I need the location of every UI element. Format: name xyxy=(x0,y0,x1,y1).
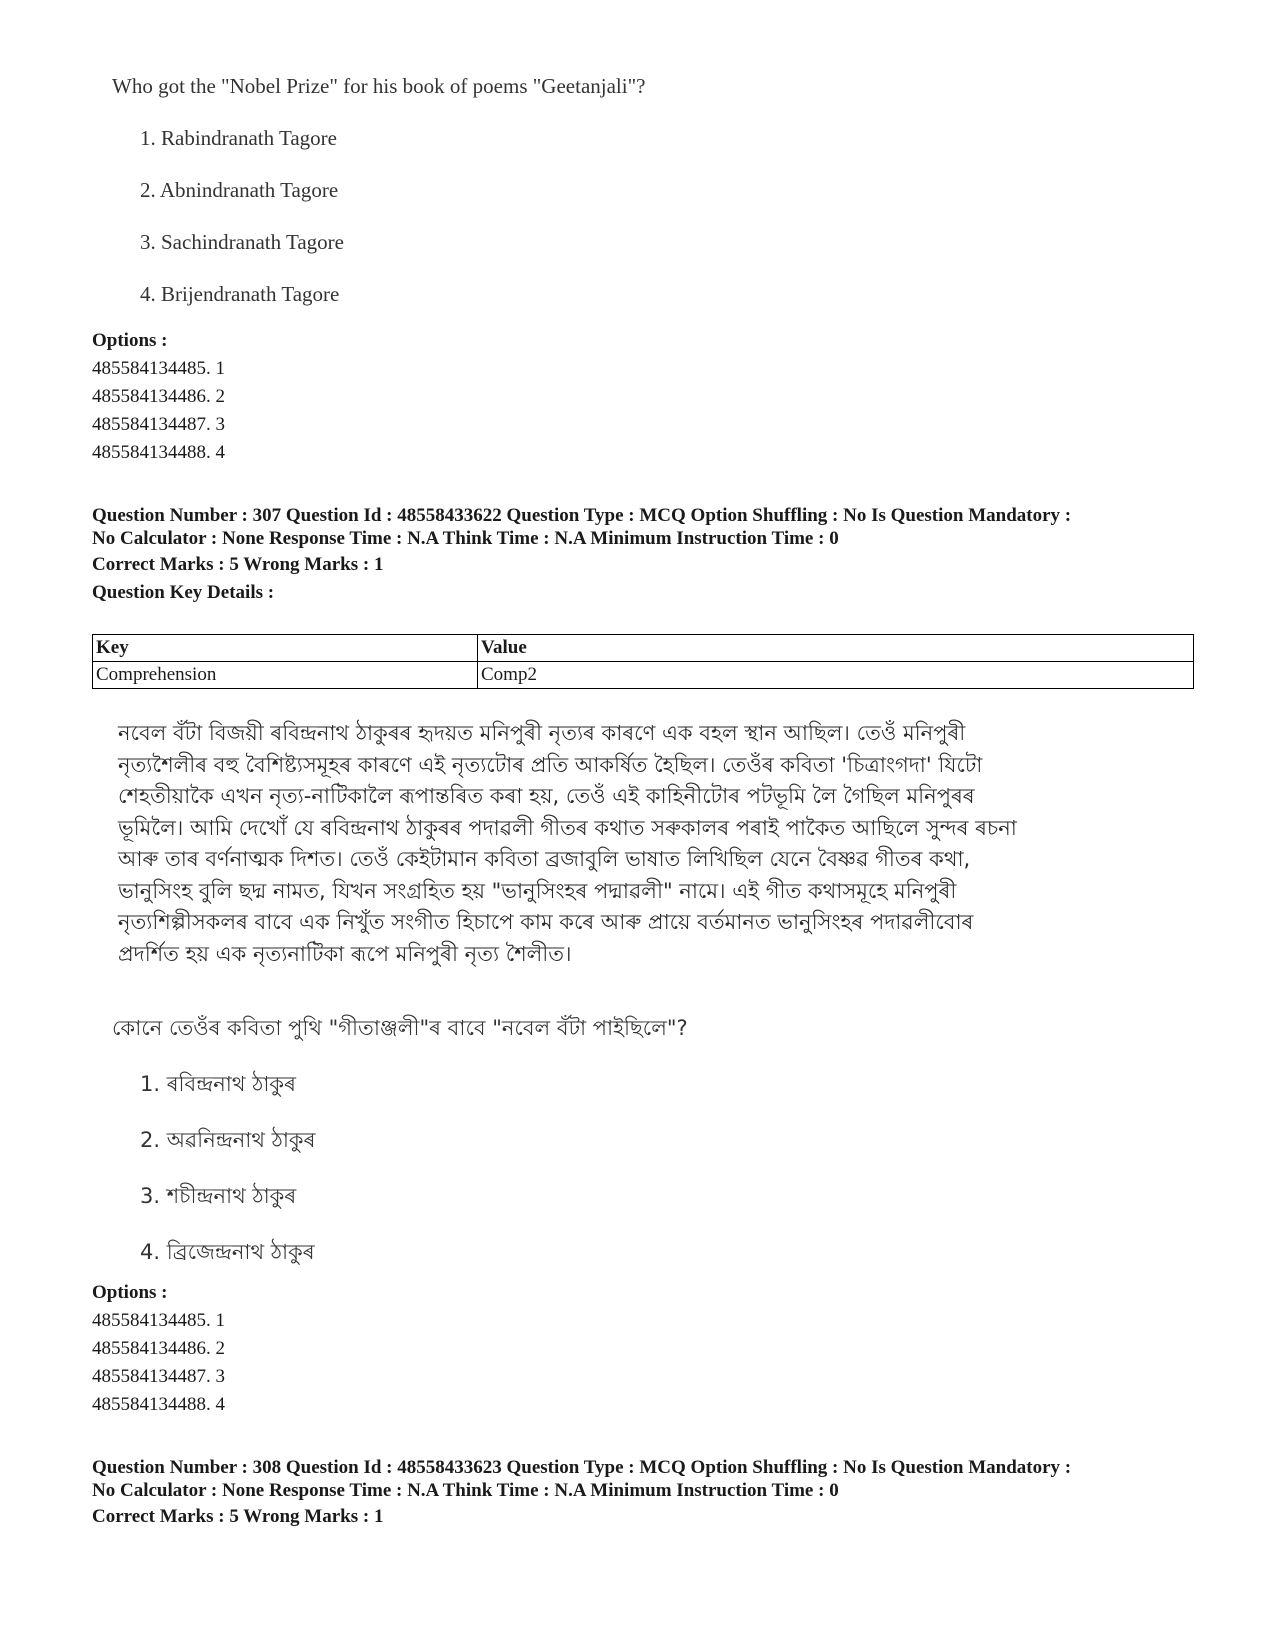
passage-line: ভূমিলৈ। আমি দেখোঁ যে ৰবিন্দ্ৰনাথ ঠাকুৰৰ পদাৱলী গীতৰ কথাত সৰুকালৰ পৰাই পাকৈত আছিলে সুন্দৰ ৰচনা xyxy=(118,815,1017,840)
passage-line: নৃত্যশৈলীৰ বহু বৈশিষ্ট্যসমূহৰ কাৰণে এই নৃত্যটোৰ প্ৰতি আকৰ্ষিত হৈছিল। তেওঁৰ কবিতা 'চিত্ৰাংগদা' যিটো xyxy=(118,752,983,777)
option-id-2: 485584134486. 2 xyxy=(92,386,225,407)
options-label: Options : xyxy=(92,330,168,351)
table-header-key: Key xyxy=(93,635,478,662)
passage-line: ভানুসিংহ বুলি ছদ্ম নামত, যিখন সংগ্ৰহিত হয় "ভানুসিংহৰ পদ্মাৱলী" নামে। এই গীত কথাসমূহে মনিপুৰী xyxy=(118,878,957,903)
question-choice-4: 4. ব্ৰিজেন্দ্ৰনাথ ঠাকুৰ xyxy=(140,1240,315,1264)
question-choice-2: 2. অৱনিন্দ্ৰনাথ ঠাকুৰ xyxy=(140,1128,316,1152)
option-id-2: 485584134486. 2 xyxy=(92,1338,225,1359)
comprehension-passage xyxy=(118,718,1183,970)
marks-line: Correct Marks : 5 Wrong Marks : 1 xyxy=(92,554,384,575)
passage-line: শেহতীয়াকৈ এখন নৃত্য-নাটিকালৈ ৰূপান্তৰিত কৰা হয়, তেওঁ এই কাহিনীটোৰ পটভূমি লৈ গৈছিল মনিপুৰৰ xyxy=(118,784,975,808)
question-choice-1: 1. Rabindranath Tagore xyxy=(140,126,337,150)
options-label: Options : xyxy=(92,1282,168,1303)
passage-line: প্ৰদৰ্শিত হয় এক নৃত্যনাটিকা ৰূপে মনিপুৰী নৃত্য শৈলীত। xyxy=(118,941,572,966)
passage-line: নবেল বঁটা বিজয়ী ৰবিন্দ্ৰনাথ ঠাকুৰৰ হৃদয়ত মনিপুৰী নৃত্যৰ কাৰণে এক বহল স্থান আছিল। তেওঁ মনিপুৰী xyxy=(118,721,966,745)
question-choice-3: 3. শচীন্দ্ৰনাথ ঠাকুৰ xyxy=(140,1184,297,1208)
table-cell-value: Comp2 xyxy=(478,662,1194,689)
passage-line: নৃত্যশিল্পীসকলৰ বাবে এক নিখুঁত সংগীত হিচাপে কাম কৰে আৰু প্ৰায়ে বৰ্তমানত ভানুসিংহৰ পদাৱলীবোৰ xyxy=(118,910,974,934)
question-meta-line-1: Question Number : 308 Question Id : 48558433623 Question Type : MCQ Option Shuffling : No Is Question Mandatory : xyxy=(92,1457,1072,1478)
key-details-label: Question Key Details : xyxy=(92,582,275,603)
table-header-value: Value xyxy=(478,635,1194,662)
option-id-1: 485584134485. 1 xyxy=(92,1310,225,1331)
question-choice-1: 1. ৰবিন্দ্ৰনাথ ঠাকুৰ xyxy=(140,1072,296,1096)
question-meta xyxy=(92,504,1192,550)
question-choice-3: 3. Sachindranath Tagore xyxy=(140,230,344,254)
table-row xyxy=(93,662,1194,689)
option-id-4: 485584134488. 4 xyxy=(92,442,225,463)
question-choice-2: 2. Abnindranath Tagore xyxy=(140,178,339,202)
option-id-1: 485584134485. 1 xyxy=(92,358,225,379)
key-details-table xyxy=(92,634,1194,689)
option-id-4: 485584134488. 4 xyxy=(92,1394,225,1415)
question-meta-line-2: No Calculator : None Response Time : N.A Think Time : N.A Minimum Instruction Time : 0 xyxy=(92,528,839,549)
question-meta xyxy=(92,1456,1192,1502)
question-text-assamese: কোনে তেওঁৰ কবিতা পুথি "গীতাঞ্জলী"ৰ বাবে "নবেল বঁটা পাইছিলে"? xyxy=(112,1016,688,1040)
question-meta-line-1: Question Number : 307 Question Id : 48558433622 Question Type : MCQ Option Shuffling : No Is Question Mandatory : xyxy=(92,505,1072,526)
passage-line: আৰু তাৰ বৰ্ণনাত্মক দিশত। তেওঁ কেইটামান কবিতা ব্ৰজাবুলি ভাষাত লিখিছিল যেনে বৈষ্ণৱ গীতৰ কথা, xyxy=(118,847,971,871)
table-header-row xyxy=(93,635,1194,662)
question-meta-line-2: No Calculator : None Response Time : N.A Think Time : N.A Minimum Instruction Time : 0 xyxy=(92,1480,839,1501)
question-text: Who got the "Nobel Prize" for his book of poems "Geetanjali"? xyxy=(112,74,646,98)
option-id-3: 485584134487. 3 xyxy=(92,1366,225,1387)
question-choice-4: 4. Brijendranath Tagore xyxy=(140,282,340,306)
table-cell-key: Comprehension xyxy=(93,662,478,689)
marks-line: Correct Marks : 5 Wrong Marks : 1 xyxy=(92,1506,384,1527)
option-id-3: 485584134487. 3 xyxy=(92,414,225,435)
